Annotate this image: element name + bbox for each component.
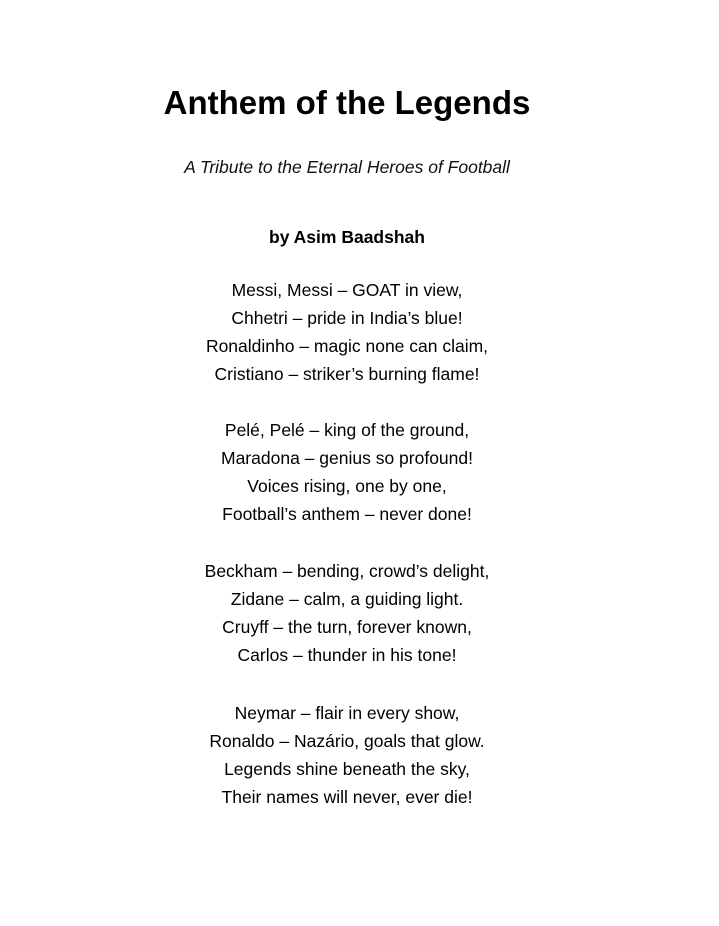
verse-line: Messi, Messi – GOAT in view, [231,280,463,300]
verse-line: Cristiano – striker’s burning flame! [214,364,480,384]
verse-line: Legends shine beneath the sky, [224,759,470,779]
verse-line: Carlos – thunder in his tone! [237,645,457,665]
stanza-1 [0,276,694,388]
verse-line: Chhetri – pride in India’s blue! [231,308,463,328]
verse-line: Ronaldo – Nazário, goals that glow. [209,731,485,751]
verse-line: Their names will never, ever die! [221,787,473,807]
verse-line: Voices rising, one by one, [247,476,447,496]
verse-line: Beckham – bending, crowd’s delight, [204,561,490,581]
verse-line: Neymar – flair in every show, [234,703,460,723]
verse-line: Football’s anthem – never done! [222,504,472,524]
stanza-2 [0,416,694,528]
verse-line: Zidane – calm, a guiding light. [230,589,464,609]
stanza-4 [0,699,694,811]
poem-title: Anthem of the Legends [163,84,531,121]
verse-line: Maradona – genius so profound! [221,448,473,468]
stanza-3 [0,557,694,669]
verse-line: Cruyff – the turn, forever known, [222,617,472,637]
poem-author: by Asim Baadshah [269,227,425,247]
poem-subtitle: A Tribute to the Eternal Heroes of Football [184,157,510,177]
verse-line: Pelé, Pelé – king of the ground, [224,420,470,440]
verse-line: Ronaldinho – magic none can claim, [205,336,489,356]
